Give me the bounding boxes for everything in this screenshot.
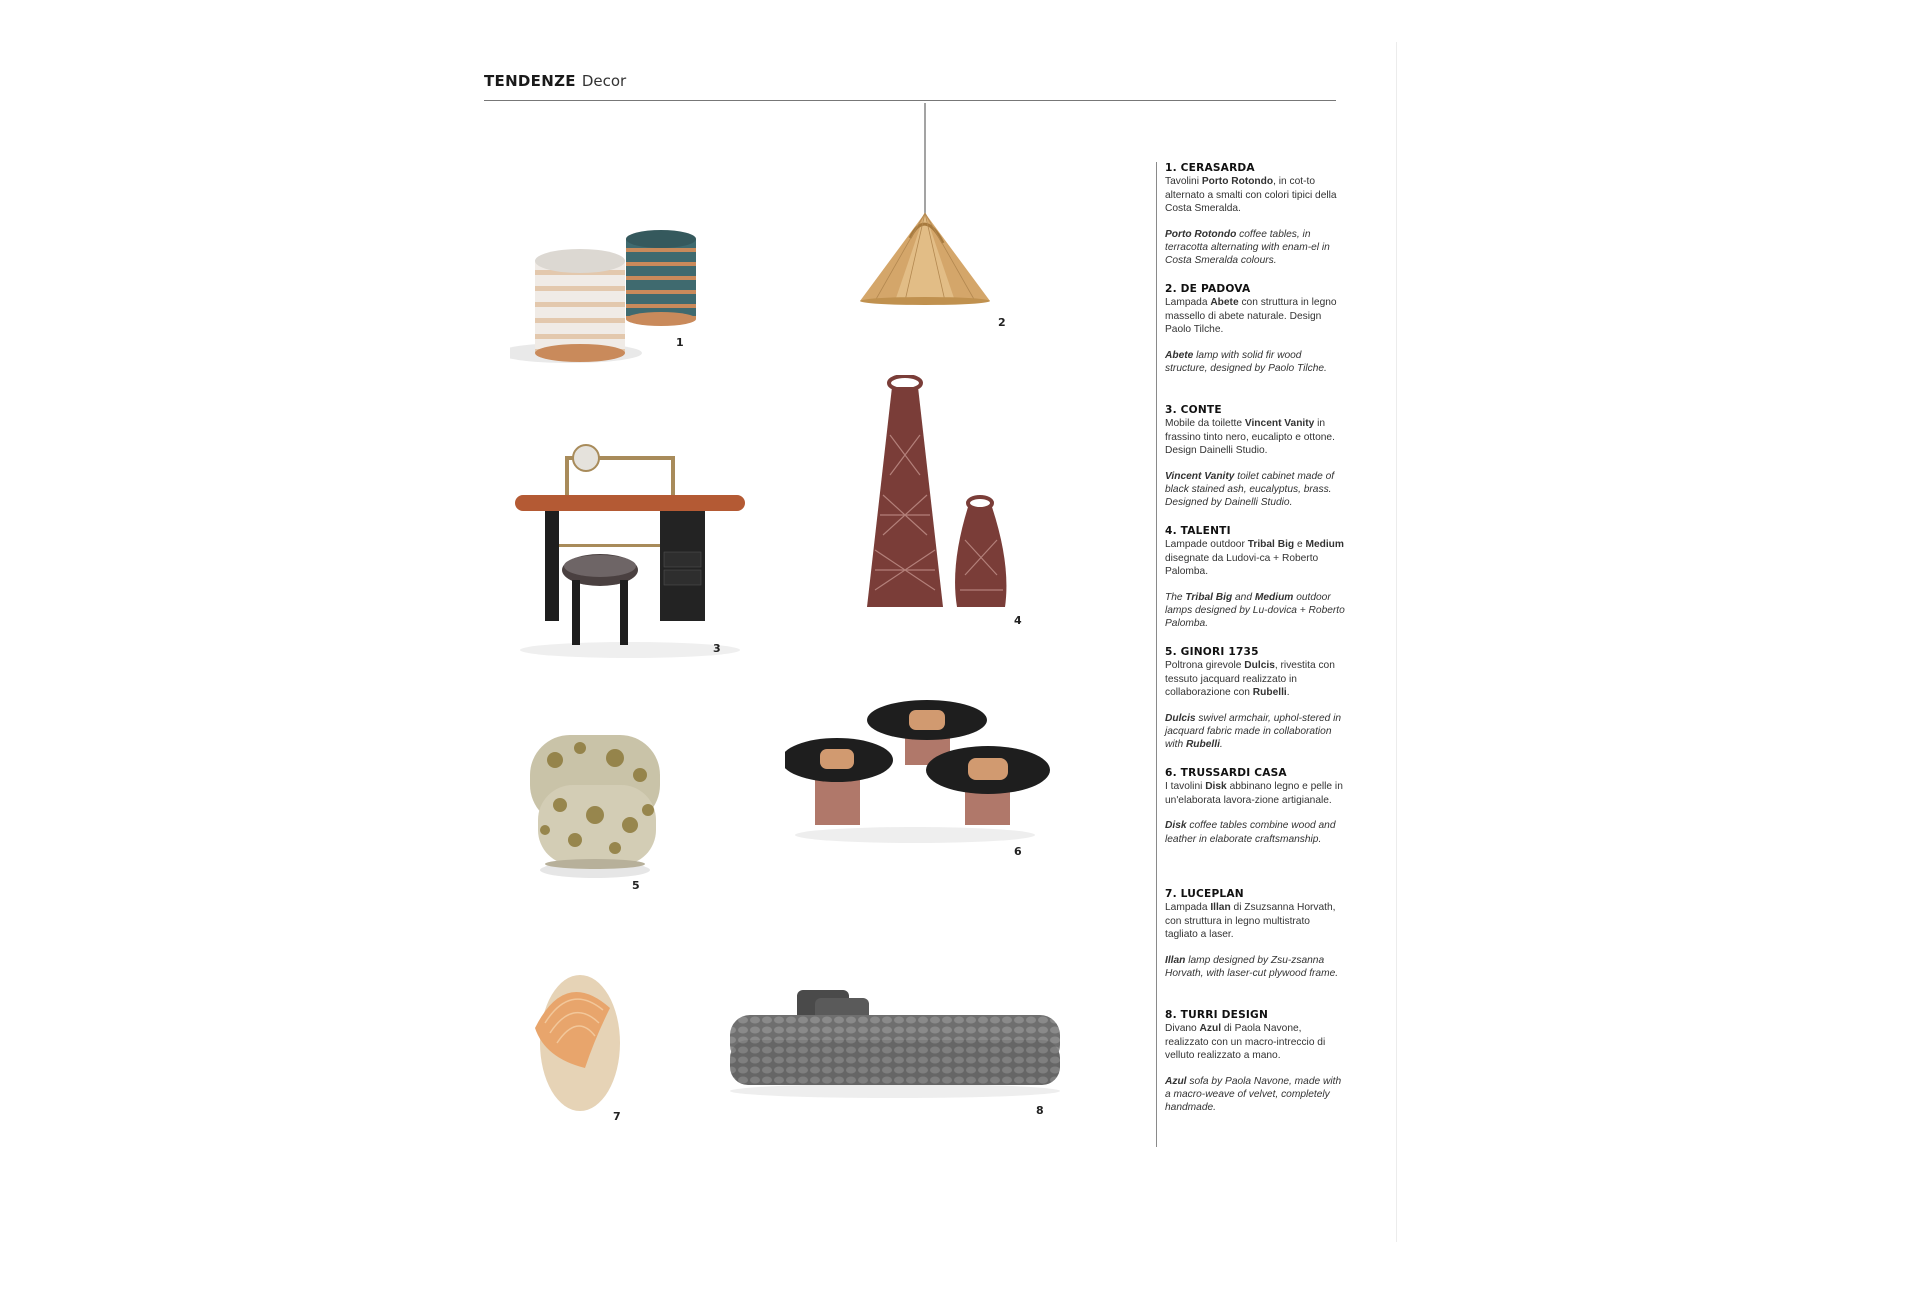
caption-text: in frassino tinto nero, eucalipto e ottone. Design Dainelli Studio. [1165, 418, 1335, 457]
caption-english [1165, 349, 1345, 376]
caption-english [1165, 819, 1345, 846]
sofa-image [725, 985, 1065, 1100]
caption-text: di Zsuzsanna Horvath, con struttura in legno multistrato tagliato a laser. [1165, 902, 1336, 941]
caption-text: Divano [1165, 1023, 1200, 1035]
caption-text: . [1219, 739, 1223, 751]
caption-text: sofa by Paola Navone, made with a macro-weave of velvet, completely handmade. [1165, 1075, 1342, 1114]
section-subtitle: Decor [581, 72, 627, 90]
product-number-8: 8 [1036, 1104, 1044, 1117]
caption-entry [1165, 767, 1345, 846]
caption-text: Lampade outdoor [1165, 539, 1248, 551]
product-name: Illan [1210, 902, 1231, 914]
caption-text: outdoor lamps designed by Lu-dovica + Roberto Palomba. [1165, 591, 1345, 630]
caption-text: coffee tables combine wood and leather in elaborate craftsmanship. [1165, 820, 1336, 845]
caption-text: I tavolini [1165, 781, 1206, 793]
caption-text: The [1165, 591, 1186, 603]
caption-text: Lampada [1165, 297, 1211, 309]
caption-text: coffee tables, in terracotta alternating with enam-el in Costa Smeralda colours. [1165, 228, 1330, 267]
caption-entry [1165, 888, 1345, 980]
product-name: Abete [1165, 349, 1194, 361]
brand-name: 1. CERASARDA [1165, 162, 1255, 174]
caption-text: di Paola Navone, realizzato con un macro-intreccio di velluto realizzato a mano. [1165, 1023, 1326, 1062]
caption-entry [1165, 646, 1345, 752]
brand-name: 4. TALENTI [1165, 525, 1231, 537]
caption-italian [1165, 296, 1345, 336]
wall-lamp-image [525, 968, 625, 1118]
outdoor-lamps-image [865, 375, 1015, 620]
product-name: Disk [1205, 781, 1227, 793]
product-name: Porto Rotondo [1165, 228, 1237, 240]
section-title: TENDENZE [484, 72, 576, 90]
brand-name: 6. TRUSSARDI CASA [1165, 767, 1287, 779]
product-name: Vincent Vanity [1165, 470, 1235, 482]
caption-italian [1165, 780, 1345, 807]
caption-english [1165, 954, 1345, 981]
armchair-image [520, 730, 670, 880]
caption-entry [1165, 162, 1345, 268]
product-number-4: 4 [1014, 614, 1022, 627]
caption-italian [1165, 1022, 1345, 1062]
vanity-image [510, 440, 750, 665]
product-name: Medium [1305, 539, 1344, 551]
caption-text: disegnate da Ludovi-ca + Roberto Palomba. [1165, 552, 1319, 578]
product-name: Disk [1165, 820, 1187, 832]
product-name: Tribal Big [1185, 591, 1233, 603]
product-number-6: 6 [1014, 845, 1022, 858]
caption-text: toilet cabinet made of black stained ash, eucalyptus, brass. Designed by Dainelli Studio. [1165, 470, 1335, 509]
caption-entry [1165, 1009, 1345, 1115]
product-number-3: 3 [713, 642, 721, 655]
caption-text: , in cot-to alternato a smalti con colori tipici della Costa Smeralda. [1165, 176, 1337, 215]
brand-name: 8. TURRI DESIGN [1165, 1009, 1269, 1021]
caption-english [1165, 470, 1345, 510]
product-number-5: 5 [632, 879, 640, 892]
caption-text: swivel armchair, uphol-stered in jacquard fabric made in collaboration with [1165, 712, 1342, 751]
caption-text: lamp with solid fir wood structure, designed by Paolo Tilche. [1165, 349, 1327, 375]
caption-english [1165, 591, 1345, 631]
caption-text: and [1232, 591, 1255, 603]
product-number-7: 7 [613, 1110, 621, 1123]
caption-text: . [1286, 687, 1290, 699]
product-name: Dulcis [1165, 712, 1196, 724]
caption-entry [1165, 525, 1345, 631]
brand-name: 5. GINORI 1735 [1165, 646, 1259, 658]
caption-text: , rivestita con tessuto jacquard realizzato in collaborazione con [1165, 660, 1335, 699]
product-name: Rubelli [1252, 687, 1287, 699]
coffee-tables-image [785, 695, 1065, 845]
product-number-1: 1 [676, 336, 684, 349]
caption-italian [1165, 901, 1345, 941]
page-header [484, 72, 1336, 102]
caption-english [1165, 712, 1345, 752]
pendant-lamp-image [855, 103, 995, 308]
caption-text: abbinano legno e pelle in un'elaborata lavora-zione artigianale. [1165, 781, 1343, 806]
brand-name: 2. DE PADOVA [1165, 283, 1251, 295]
product-name: Azul [1199, 1023, 1222, 1035]
caption-italian [1165, 659, 1345, 699]
captions-column [1156, 162, 1345, 1147]
product-name: Dulcis [1244, 660, 1275, 672]
caption-text: lamp designed by Zsu-zsanna Horvath, with laser-cut plywood frame. [1165, 954, 1339, 980]
brand-name: 3. CONTE [1165, 404, 1222, 416]
product-name: Illan [1165, 954, 1186, 966]
page-edge [1396, 42, 1397, 1242]
caption-text: e [1294, 539, 1306, 551]
product-name: Porto Rotondo [1201, 176, 1274, 188]
caption-english [1165, 1075, 1345, 1115]
product-name: Tribal Big [1247, 539, 1295, 551]
caption-text: Poltrona girevole [1165, 660, 1245, 672]
caption-entry [1165, 404, 1345, 510]
product-number-2: 2 [998, 316, 1006, 329]
product-name: Rubelli [1185, 739, 1220, 751]
caption-text: Tavolini [1165, 176, 1202, 188]
brand-name: 7. LUCEPLAN [1165, 888, 1244, 900]
product-name: Medium [1254, 591, 1294, 603]
caption-entry [1165, 283, 1345, 375]
caption-italian [1165, 538, 1345, 578]
product-name: Abete [1210, 297, 1239, 309]
caption-text: con struttura in legno massello di abete naturale. Design Paolo Tilche. [1165, 297, 1337, 336]
product-name: Vincent Vanity [1244, 418, 1315, 430]
caption-italian [1165, 417, 1345, 457]
caption-text: Mobile da toilette [1165, 418, 1245, 430]
header-rule [484, 100, 1336, 101]
caption-italian [1165, 175, 1345, 215]
caption-text: Lampada [1165, 902, 1211, 914]
caption-english [1165, 228, 1345, 268]
product-name: Azul [1165, 1075, 1187, 1087]
